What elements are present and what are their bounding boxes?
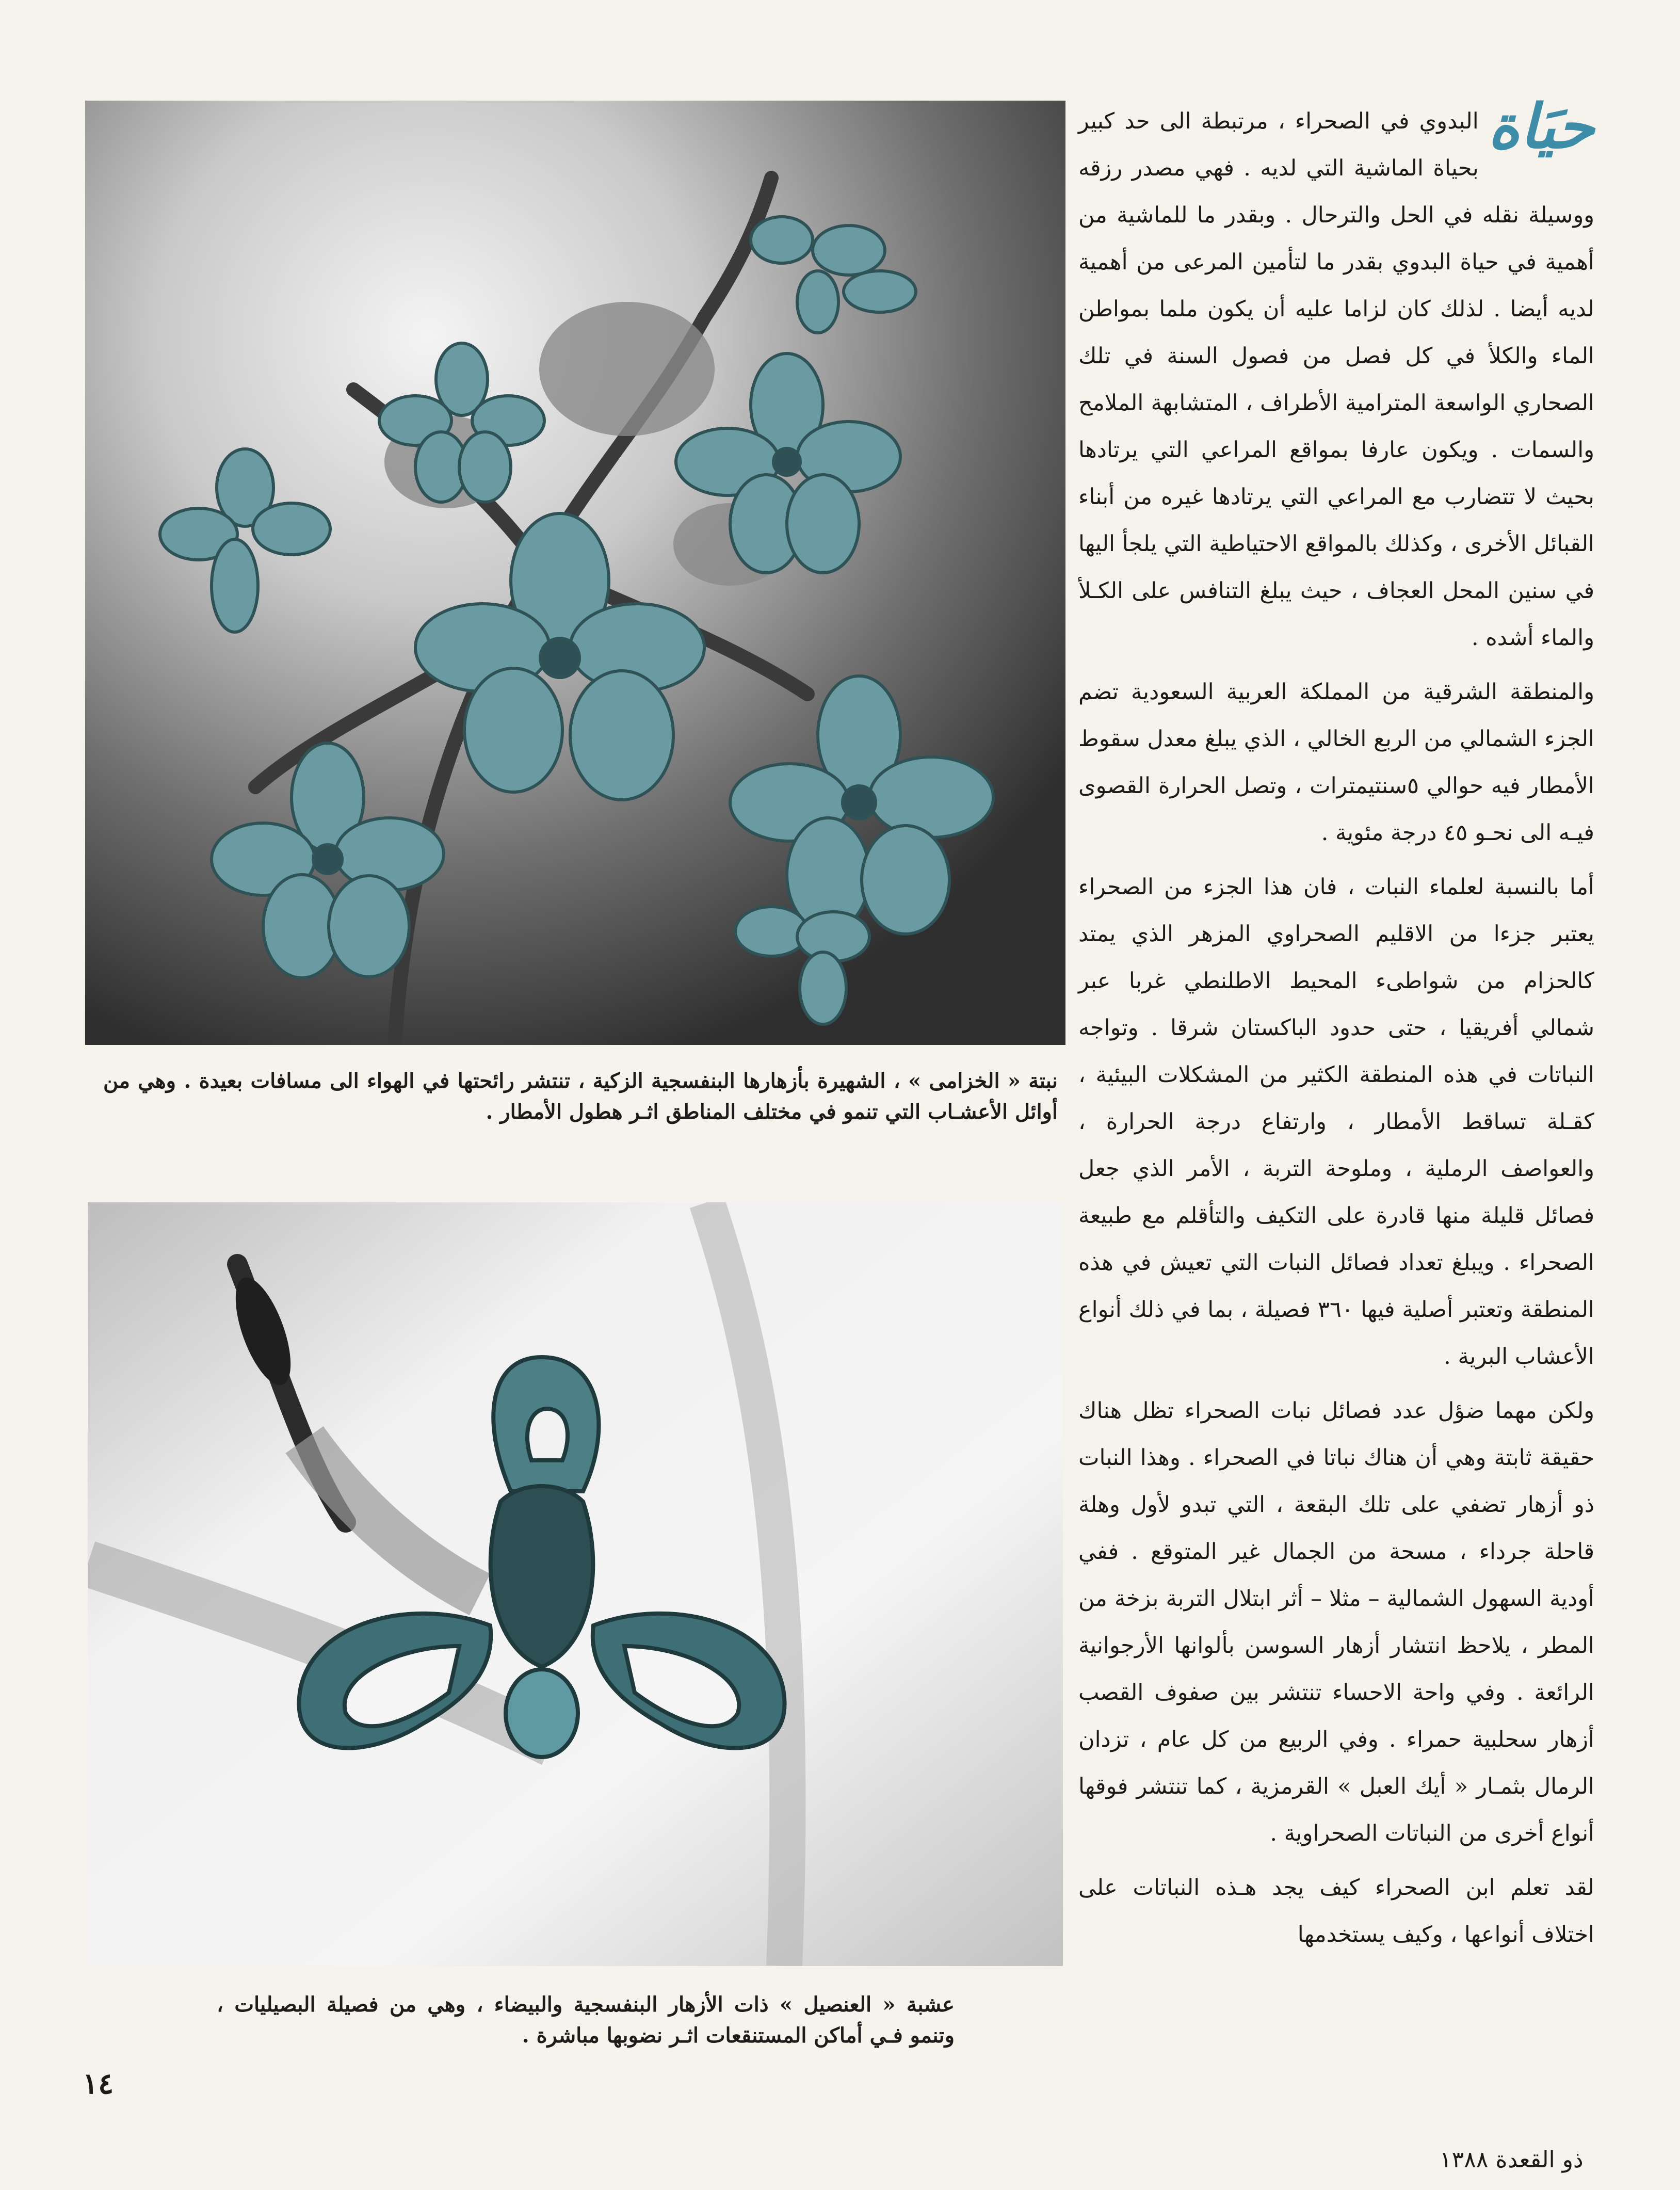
photo1-caption: نبتة « الخزامى » ، الشهيرة بأزهارها البنفسجية الزكية ، تنتشر رائحتها في الهواء الى مسافات بعيدة . وهي من أوائل الأعشـاب التي تنمو في مختلف المناطق اثـر هطول الأمطار . bbox=[103, 1069, 1058, 1124]
article-body bbox=[1078, 90, 1594, 1966]
ansil-flower-photo bbox=[88, 1202, 1063, 1966]
page-number: ١٤ bbox=[83, 2067, 114, 2101]
article-paragraph-1 bbox=[1078, 90, 1594, 662]
ansil-flower-illustration bbox=[88, 1202, 1063, 1966]
article-paragraph-5: لقد تعلم ابن الصحراء كيف يجد هـذه النباتات على اختلاف أنواعها ، وكيف يستخدمها bbox=[1078, 1875, 1594, 1947]
article-paragraph-4: ولكن مهما ضؤل عدد فصائل نبات الصحراء تظل هناك حقيقة ثابتة وهي أن هناك نباتا في الصحراء . وهذا النبات ذو أزهار تضفي على تلك البقعة ، التي تبدو لأول وهلة قاحلة جرداء ، مسحة من الجمال غير المتوقع . ففي أودية السهول الشمالية – مثلا – أثر ابتلال التربة بزخة من المطر ، يلاحظ انتشار أزهار السوسن بألوانها الأرجوانية الرائعة . وفي واحة الاحساء تنتشر بين صفوف القصب أزهار سحلبية حمراء . وفي الربيع من كل عام ، تزدان الرمال بثمـار « أيك العبل » القرمزية ، كما تنتشر فوقها أنواع أخرى من النباتات الصحراوية . bbox=[1078, 1398, 1594, 1846]
paragraph-1-text: البدوي في الصحراء ، مرتبطة الى حد كبير بحياة الماشية التي لديه . فهي مصدر رزقه ووسيلة نقله في الحل والترحال . وبقدر ما للماشية من أهمية في حياة البدوي بقدر ما لتأمين المرعى من أهمية لديه أيضا . لذلك كان لزاما عليه أن يكون ملما بمواطن الماء والكلأ في كل فصل من فصول السنة في تلك الصحاري الواسعة المترامية الأطراف ، المتشابهة الملامح والسمات . ويكون عارفا بمواقع المراعي التي يرتادها بحيث لا تتضارب مع المراعي التي يرتادها غيره من أبناء القبائل الأخرى ، وكذلك بالمواقع الاحتياطية التي يلجأ اليها في سنين المحل العجاف ، حيث يبلغ التنافس على الكـلأ والماء أشده . bbox=[1078, 108, 1594, 651]
issue-date: ذو القعدة ١٣٨٨ bbox=[1440, 2147, 1584, 2173]
article-paragraph-3: أما بالنسبة لعلماء النبات ، فان هذا الجزء من الصحراء يعتبر جزءا من الاقليم الصحراوي المزهر الذي يمتد كالحزام من شواطىء المحيط الاطلنطي غربا عبر شمالي أفريقيا ، حتى حدود الباكستان شرقا . وتواجه النباتات في هذه المنطقة الكثير من المشكلات البيئية ، كقـلة تساقط الأمطار ، وارتفاع درجة الحرارة ، والعواصف الرملية ، وملوحة التربة ، الأمر الذي جعل فصائل قليلة منها قادرة على التكيف والتأقلم مع طبيعة الصحراء . ويبلغ تعداد فصائل النبات التي تعيش في هذه المنطقة وتعتبر أصلية فيها ٣٦٠ فصيلة ، بما في ذلك أنواع الأعشاب البرية . bbox=[1078, 874, 1594, 1370]
photo2-caption: عشبة « العنصيل » ذات الأزهار البنفسجية والبيضاء ، وهي من فصيلة البصيليات ، وتنمو فـي أماكن المستنقعات اثـر نضوبها مباشرة . bbox=[217, 1992, 955, 2048]
khuzama-flower-illustration bbox=[85, 101, 1065, 1045]
drop-word: حيَاة bbox=[1488, 90, 1594, 162]
khuzama-flower-photo bbox=[85, 101, 1065, 1045]
article-paragraph-2: والمنطقة الشرقية من المملكة العربية السعودية تضم الجزء الشمالي من الربع الخالي ، الذي يبلغ معدل سقوط الأمطار فيه حوالي ٥سنتيمترات ، وتصل الحرارة القصوى فيـه الى نحـو ٤٥ درجة مئوية . bbox=[1078, 679, 1594, 846]
